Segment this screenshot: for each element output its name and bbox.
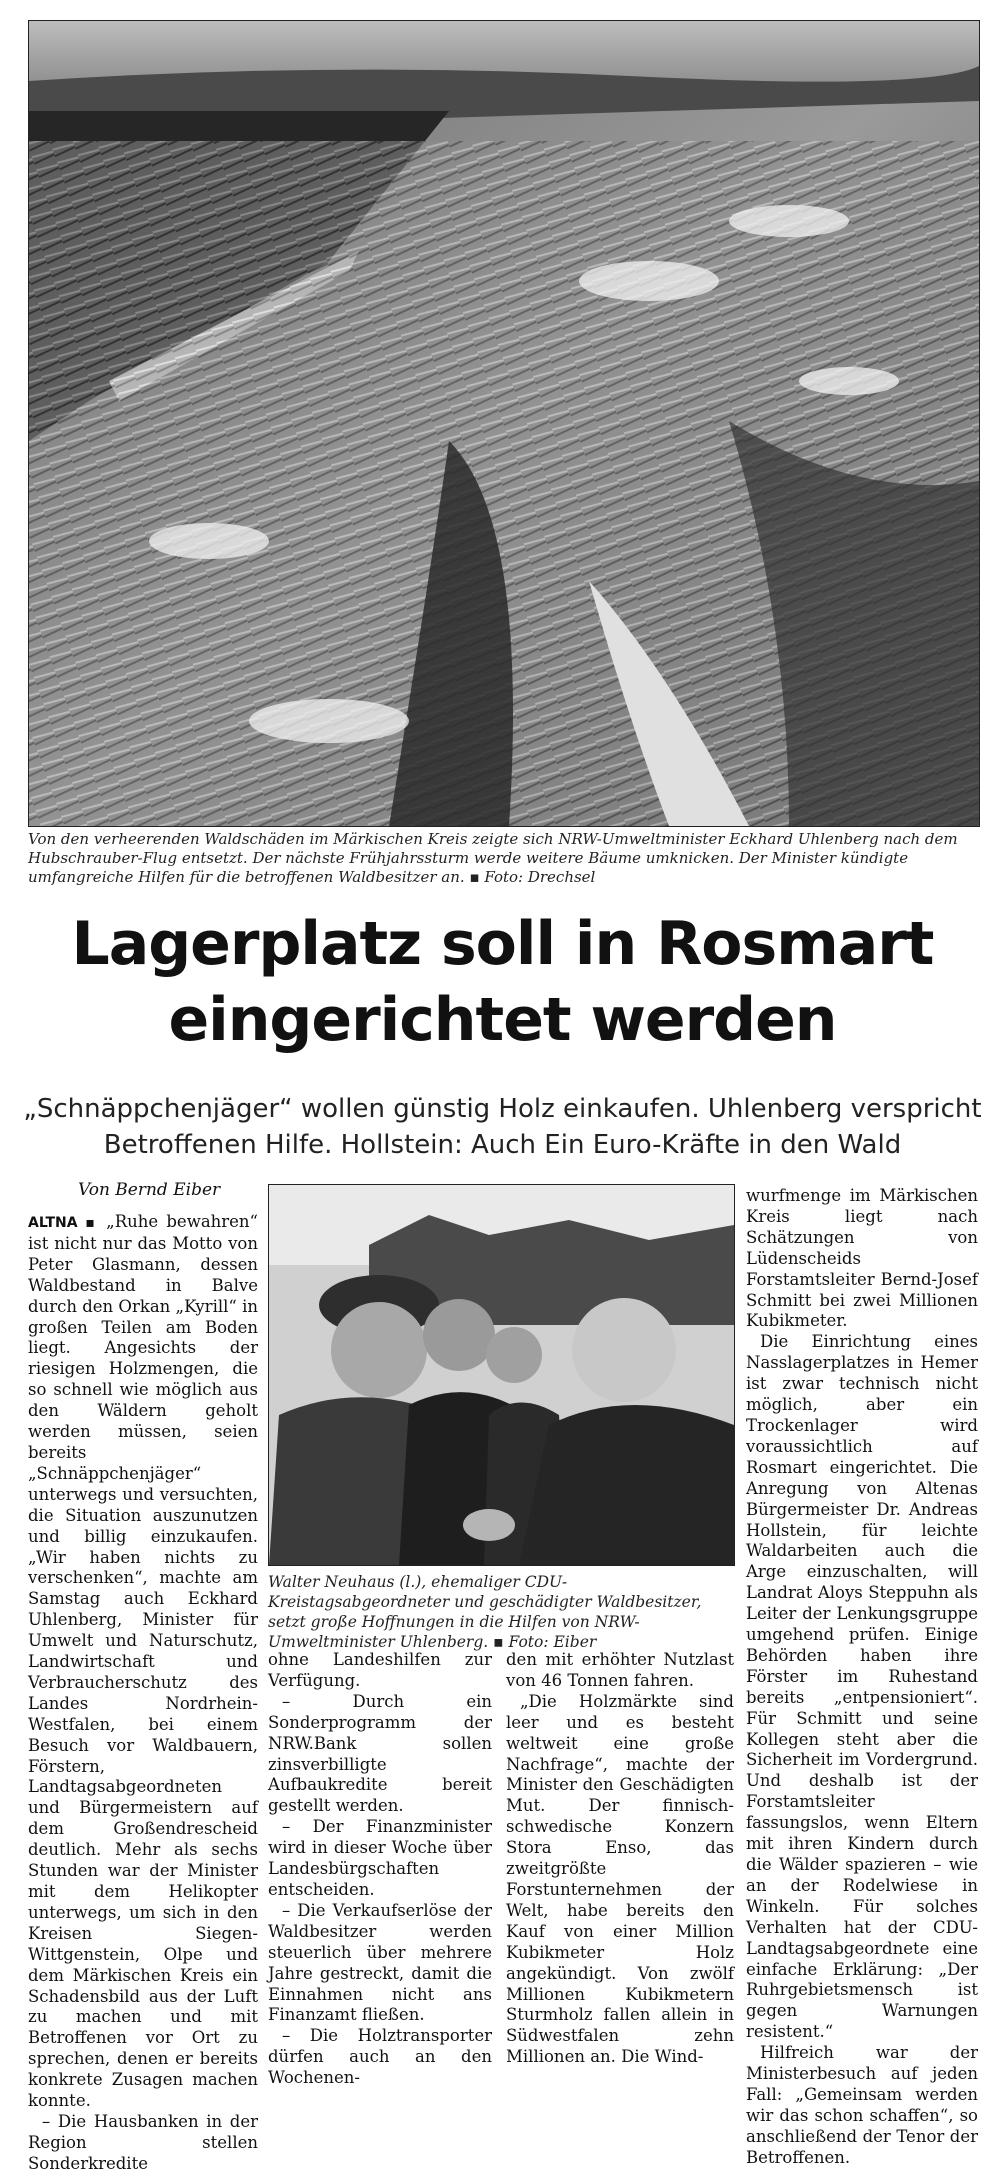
column-2-paragraph-4: – Die Verkaufserlöse der Waldbesitzer werden steuerlich über mehrere Jahre gestreckt, damit die Einnahmen nicht ans Finanzamt fließen.: [268, 1900, 492, 2025]
article-column-2: [268, 1650, 492, 2089]
headline-line-2: eingerichtet werden: [168, 985, 837, 1055]
top-photo-caption: Von den verheerenden Waldschäden im Märkischen Kreis zeigte sich NRW-Umweltminister Eckhard Uhlenberg nach dem Hubschrauber-Flug entsetzt. Der nächste Frühjahrssturm werde weitere Bäume umknicken. Der Minister kündigte umfangreiche Hilfen für die betroffenen Waldbesitzer an. ▪ Foto: Drechsel: [28, 830, 958, 886]
handshake-photo: [268, 1184, 735, 1566]
column-4-paragraph-2: Die Einrichtung eines Nasslagerplatzes in Hemer ist zwar technisch nicht möglich, aber ein Trockenlager wird voraussichtlich auf Rosmart eingerichtet. Die Anregung von Altenas Bürgermeister Dr. Andreas Hollstein, für leichte Waldarbeiten auch die Arge einzuschalten, will Landrat Aloys Steppuhn als Leiter der Lenkungsgruppe umgehend prüfen. Einige Behörden haben ihre Förster im Ruhestand bereits „entpensioniert“. Für Schmitt und seine Kollegen steht aber die Sicherheit im Vordergrund. Und deshalb ist der Forstamtsleiter fassungslos, wenn Eltern mit ihren Kindern durch die Wälder spazieren – wie an der Rodelwiese in Winkeln. Für solches Verhalten hat der CDU-Landtagsabgeordnete eine einfache Erklärung: „Der Ruhrgebietsmensch ist gegen Warnungen resistent.“: [746, 1332, 978, 2042]
column-4-paragraph-3: Hilfreich war der Ministerbesuch auf jeden Fall: „Gemeinsam werden wir das schon schaffen“, so anschließend der Tenor der Betroffenen.: [746, 2043, 978, 2167]
column-2-paragraph-3: – Der Finanzminister wird in dieser Woche über Landesbürgschaften entscheiden.: [268, 1817, 492, 1899]
column-2-paragraph-2: – Durch ein Sonderprogramm der NRW.Bank sollen zinsverbilligte Aufbaukredite bereit gestellt werden.: [268, 1691, 492, 1816]
subheadline-line-1: „Schnäppchenjäger“ wollen günstig Holz einkaufen. Uhlenberg verspricht: [23, 1094, 982, 1124]
article-column-3: [506, 1650, 734, 2068]
aerial-forest-graphic: [29, 21, 979, 826]
byline: Von Bernd Eiber: [78, 1180, 221, 1200]
column-1-paragraph-2: – Die Hausbanken in der Region stellen Sonderkredite: [28, 2111, 258, 2173]
column-2-paragraph-1: ohne Landeshilfen zur Verfügung.: [268, 1650, 492, 1690]
article-column-1: [28, 1212, 258, 2175]
column-1-paragraph-1: ALTNA ▪ „Ruhe bewahren“ ist nicht nur das Motto von Peter Glasmann, dessen Waldbestand in Balve durch den Orkan „Kyrill“ in großen Teilen am Boden liegt. Angesichts der riesigen Holzmengen, die so schnell wie möglich aus den Wäldern geholt werden müssen, seien bereits „Schnäppchenjäger“ unterwegs und versuchten, die Situation auszunutzen und billig einzukaufen. „Wir haben nichts zu verschenken“, machte am Samstag auch Eckhard Uhlenberg, Minister für Umwelt und Naturschutz, Landwirtschaft und Verbraucherschutz des Landes Nordrhein-Westfalen, bei einem Besuch vor Waldbauern, Förstern, Landtagsabgeordneten und Bürgermeistern auf dem Großendrescheid deutlich. Mehr als sechs Stunden war der Minister mit dem Helikopter unterwegs, um sich in den Kreisen Siegen-Wittgenstein, Olpe und dem Märkischen Kreis ein Schadensbild aus der Luft zu machen und mit Betroffenen vor Ort zu sprechen, denen er bereits konkrete Zusagen machen konnte.: [28, 1212, 258, 2111]
dateline: ALTNA ▪: [28, 1215, 98, 1231]
column-4-paragraph-1: wurfmenge im Märkischen Kreis liegt nach Schätzungen von Lüdenscheids Forstamtsleiter Bernd-Josef Schmitt bei zwei Millionen Kubikmeter.: [746, 1186, 978, 1331]
article-column-4: [746, 1186, 978, 2169]
column-2-paragraph-5: – Die Holztransporter dürfen auch an den Wochenen-: [268, 2026, 492, 2088]
column-3-paragraph-1: den mit erhöhter Nutzlast von 46 Tonnen fahren.: [506, 1650, 734, 1690]
aerial-forest-photo: [28, 20, 980, 827]
subheadline-line-2: Betroffenen Hilfe. Hollstein: Auch Ein Euro-Kräfte in den Wald: [103, 1130, 902, 1160]
mid-photo-caption: Walter Neuhaus (l.), ehemaliger CDU-Kreistagsabgeordneter und geschädigter Waldbesitzer, setzt große Hoffnungen in die Hilfen von NRW-Umweltminister Uhlenberg. ▪ Foto: Eiber: [268, 1573, 702, 1651]
column-3-paragraph-2: „Die Holzmärkte sind leer und es besteht weltweit eine große Nachfrage“, machte der Minister den Geschädigten Mut. Der finnisch-schwedische Konzern Stora Enso, das zweitgrößte Forstunternehmen der Welt, habe bereits den Kauf von einer Million Kubikmeter Holz angekündigt. Von zwölf Millionen Kubikmetern Sturmholz fallen allein in Südwestfalen zehn Millionen an. Die Wind-: [506, 1691, 734, 2067]
handshake-graphic: [269, 1185, 734, 1565]
headline-line-1: Lagerplatz soll in Rosmart: [71, 909, 934, 979]
column-1-text: Ruhe bewahren“ ist nicht nur das Motto von Peter Glasmann, dessen Waldbestand in Balve durch den Orkan „Kyrill“ in großen Teilen am Boden liegt. Angesichts der riesigen Holzmengen, die so schnell wie möglich aus den Wäldern geholt werden müssen, seien bereits „Schnäppchenjäger“ unterwegs und versuchten, die Situation auszunutzen und billig einzukaufen. „Wir haben nichts zu verschenken“, machte am Samstag auch Eckhard Uhlenberg, Minister für Umwelt und Naturschutz, Landwirtschaft und Verbraucherschutz des Landes Nordrhein-Westfalen, bei einem Besuch vor Waldbauern, Förstern, Landtagsabgeordneten und Bürgermeistern auf dem Großendrescheid deutlich. Mehr als sechs Stunden war der Minister mit dem Helikopter unterwegs, um sich in den Kreisen Siegen-Wittgenstein, Olpe und dem Märkischen Kreis ein Schadensbild aus der Luft zu machen und mit Betroffenen vor Ort zu sprechen, denen er bereits konkrete Zusagen machen konnte.: [28, 1212, 258, 2111]
